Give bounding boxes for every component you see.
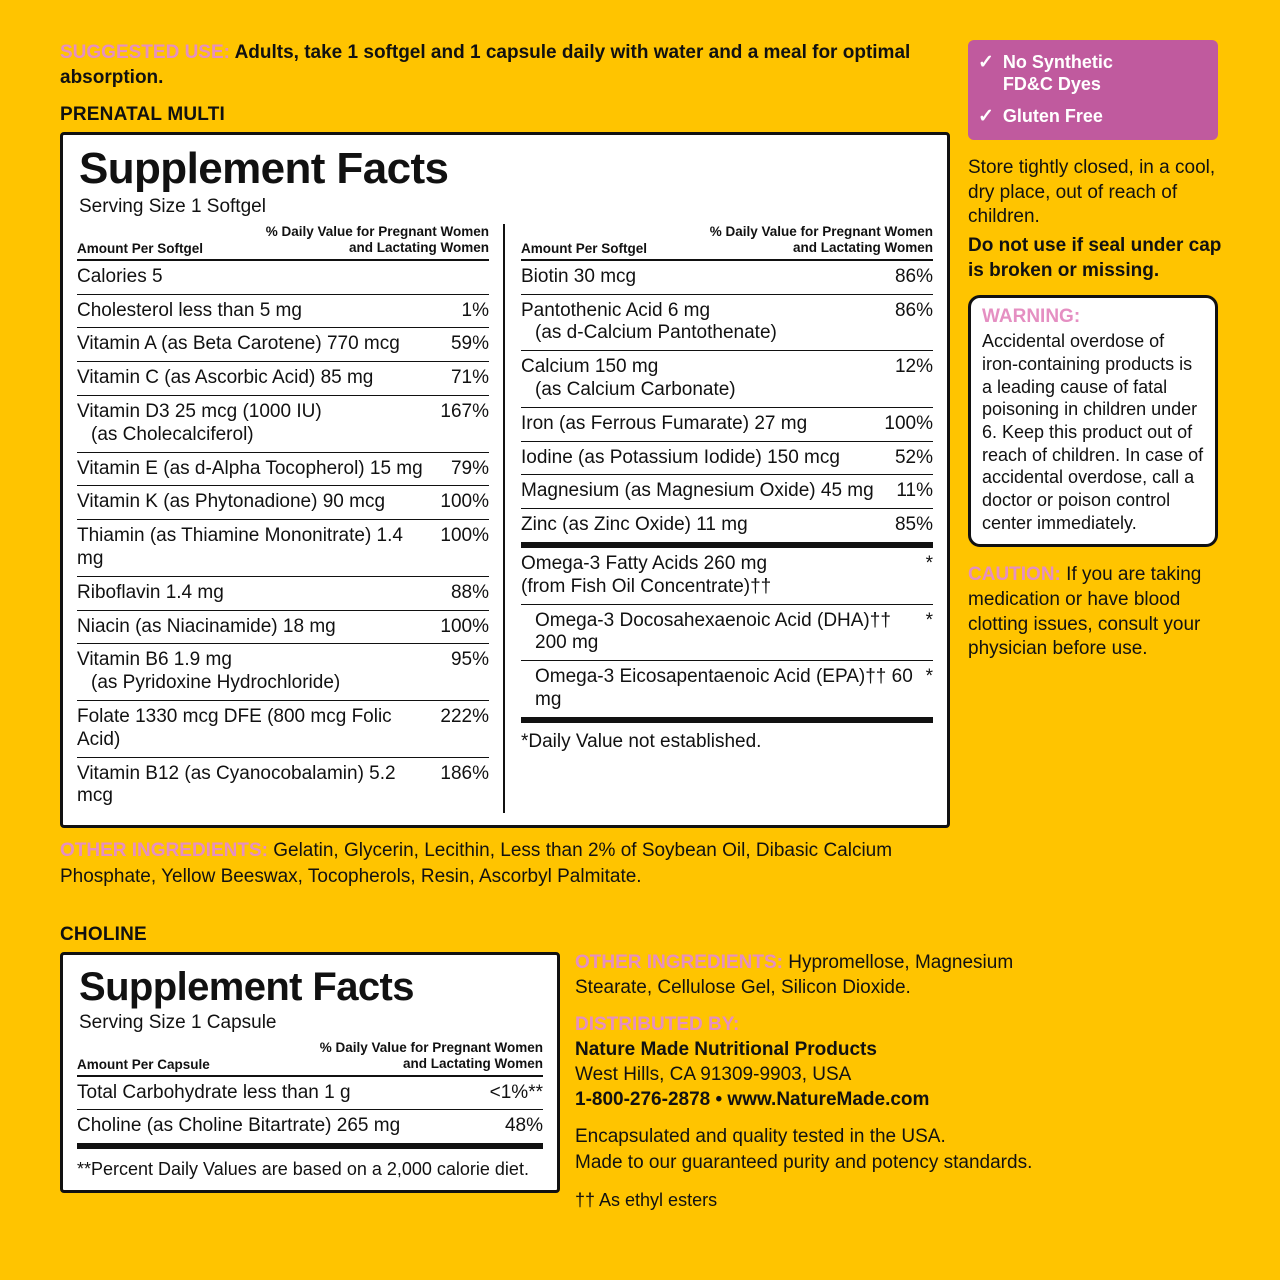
prenatal-facts-title: Supplement Facts xyxy=(79,144,449,194)
table-row xyxy=(521,442,933,476)
nutrient-dv: * xyxy=(925,609,933,631)
daily-value-header xyxy=(266,224,489,256)
nutrient-name: Iodine (as Potassium Iodide) 150 mcg xyxy=(521,446,840,468)
prenatal-section-label: PRENATAL MULTI xyxy=(60,104,225,126)
storage-text: Store tightly closed, in a cool, dry place, out of reach of children. xyxy=(968,156,1216,228)
nutrient-dv: 167% xyxy=(440,401,489,423)
nutrient-dv: 71% xyxy=(450,367,489,389)
nutrient-subname: (as Cholecalciferol) xyxy=(91,423,254,445)
nutrient-name: Cholesterol less than 5 mg xyxy=(77,299,302,321)
claims-badge-panel xyxy=(968,40,1218,140)
nutrient-dv: 1% xyxy=(461,299,489,321)
nutrient-name: Vitamin B6 1.9 mg xyxy=(77,649,232,671)
nutrient-name: Total Carbohydrate less than 1 g xyxy=(77,1081,351,1103)
daily-value-header xyxy=(320,1040,543,1072)
choline-section-label: CHOLINE xyxy=(60,924,147,945)
table-row xyxy=(77,295,489,329)
nutrient-dv: 86% xyxy=(894,265,933,287)
nutrient-dv: 48% xyxy=(504,1115,543,1137)
nutrient-dv: 100% xyxy=(884,412,933,434)
distributed-by-label: DISTRIBUTED BY: xyxy=(575,1014,740,1036)
nutrient-dv: 100% xyxy=(440,525,489,547)
company-contact[interactable]: 1-800-276-2878 • www.NatureMade.com xyxy=(575,1089,930,1111)
choline-footnote: **Percent Daily Values are based on a 2,000 calorie diet. xyxy=(77,1159,529,1180)
check-icon: ✓ xyxy=(978,52,994,73)
badge-no-synthetic-dyes xyxy=(978,52,1206,96)
dv-header-line1: % Daily Value for Pregnant Women xyxy=(319,1039,543,1055)
badge-line1: Gluten Free xyxy=(1002,105,1103,126)
nutrient-dv: * xyxy=(925,666,933,688)
warning-label: WARNING: xyxy=(982,306,1081,328)
nutrient-subname: (as d-Calcium Pantothenate) xyxy=(535,322,777,344)
nutrient-name: Vitamin B12 (as Cyanocobalamin) 5.2 mcg xyxy=(77,762,396,807)
nutrient-name: Thiamin (as Thiamine Mononitrate) 1.4 mg xyxy=(77,525,403,570)
table-row xyxy=(77,453,489,487)
table-row xyxy=(77,644,489,701)
nutrient-name: Vitamin A (as Beta Carotene) 770 mcg xyxy=(77,333,400,355)
nutrient-name: Magnesium (as Magnesium Oxide) 45 mg xyxy=(521,480,874,502)
table-row xyxy=(521,509,933,548)
nutrient-dv: 186% xyxy=(440,762,489,784)
nutrient-name: Omega-3 Fatty Acids 260 mg xyxy=(521,553,768,575)
nutrient-dv: 12% xyxy=(894,356,933,378)
prenatal-right-header xyxy=(521,224,933,261)
nutrient-dv: 11% xyxy=(896,480,933,502)
suggested-use-text: Adults, take 1 softgel and 1 capsule daily with water and a meal for optimal absorption. xyxy=(60,42,911,89)
dv-header-line1: % Daily Value for Pregnant Women xyxy=(709,224,933,240)
suggested-use xyxy=(60,40,950,90)
caution-label: CAUTION: xyxy=(968,564,1061,586)
nutrient-dv: 79% xyxy=(450,457,489,479)
nutrient-name: Vitamin E (as d-Alpha Tocopherol) 15 mg xyxy=(77,457,423,479)
table-row xyxy=(77,520,489,577)
daily-value-header xyxy=(710,224,933,256)
suggested-use-label: SUGGESTED USE: xyxy=(60,42,230,63)
table-row xyxy=(521,475,933,509)
warning-text: Accidental overdose of iron-containing products is a leading cause of fatal poisoning in children under 6. Keep this product out of reach of children. In case of accidental overdose, call a doctor or poison control center immediately. xyxy=(982,331,1204,533)
quality-line1: Encapsulated and quality tested in the USA. xyxy=(575,1126,946,1148)
dv-header-line2: and Lactating Women xyxy=(348,239,489,255)
table-row xyxy=(521,548,933,605)
prenatal-supplement-facts-panel xyxy=(60,132,950,828)
prenatal-serving-size: Serving Size 1 Softgel xyxy=(79,196,266,218)
table-row xyxy=(77,701,489,758)
nutrient-name: Calories 5 xyxy=(77,265,163,287)
nutrient-name: Vitamin C (as Ascorbic Acid) 85 mg xyxy=(77,367,374,389)
table-row xyxy=(521,605,933,662)
nutrient-dv: * xyxy=(925,553,933,575)
nutrient-name: Biotin 30 mcg xyxy=(521,265,637,287)
badge-line2: FD&C Dyes xyxy=(1002,73,1101,94)
ethyl-esters-note: †† As ethyl esters xyxy=(575,1189,718,1210)
nutrient-name: Pantothenic Acid 6 mg xyxy=(521,299,711,321)
table-row xyxy=(77,328,489,362)
amount-per-serving-header: Amount Per Capsule xyxy=(77,1056,210,1072)
nutrient-dv: 100% xyxy=(440,491,489,513)
table-row xyxy=(521,351,933,408)
prenatal-columns xyxy=(77,224,933,813)
table-row xyxy=(77,611,489,645)
company-address: West Hills, CA 91309-9903, USA xyxy=(575,1064,852,1086)
warning-box xyxy=(968,295,1218,547)
nutrient-dv: 59% xyxy=(450,333,489,355)
company-name: Nature Made Nutritional Products xyxy=(575,1039,877,1061)
dv-header-line2: and Lactating Women xyxy=(792,239,933,255)
nutrient-name: Riboflavin 1.4 mg xyxy=(77,581,224,603)
table-row xyxy=(521,408,933,442)
choline-other-ingredients xyxy=(575,950,1095,1000)
distributor-block xyxy=(575,1012,1095,1112)
choline-serving-size: Serving Size 1 Capsule xyxy=(79,1011,277,1033)
left-column xyxy=(60,40,950,890)
nutrient-name: Omega-3 Docosahexaenoic Acid (DHA)†† 200 mg xyxy=(535,609,891,654)
table-row xyxy=(77,758,489,814)
nutrient-name: Niacin (as Niacinamide) 18 mg xyxy=(77,615,336,637)
badge-line1: No Synthetic xyxy=(1002,52,1113,72)
storage-bold-text: Do not use if seal under cap is broken or missing. xyxy=(968,234,1222,281)
prenatal-footnote: *Daily Value not established. xyxy=(521,730,762,752)
choline-facts-title: Supplement Facts xyxy=(79,965,414,1009)
amount-per-serving-header: Amount Per Softgel xyxy=(521,240,648,256)
nutrient-name: Iron (as Ferrous Fumarate) 27 mg xyxy=(521,412,808,434)
right-column xyxy=(968,40,1228,662)
table-row xyxy=(521,661,933,723)
choline-section xyxy=(60,920,560,1193)
other-ingredients-multi xyxy=(60,838,950,889)
table-row xyxy=(77,396,489,453)
nutrient-dv: 88% xyxy=(450,581,489,603)
nutrient-dv: 86% xyxy=(894,299,933,321)
nutrient-dv: 100% xyxy=(440,615,489,637)
table-row xyxy=(77,261,489,295)
other-ingredients-label: OTHER INGREDIENTS: xyxy=(575,952,783,973)
table-row xyxy=(77,1110,543,1149)
nutrient-dv: 85% xyxy=(894,514,933,536)
badge-gluten-free xyxy=(978,106,1206,128)
choline-supplement-facts-panel xyxy=(60,952,560,1193)
table-row xyxy=(521,295,933,352)
storage-instructions xyxy=(968,156,1228,283)
prenatal-left-header xyxy=(77,224,489,261)
prenatal-right-column xyxy=(503,224,933,813)
other-ingredients-label: OTHER INGREDIENTS: xyxy=(60,840,268,862)
caution-text: If you are taking medication or have blood clotting issues, consult your physician before use. xyxy=(968,564,1202,660)
nutrient-dv: 52% xyxy=(894,446,933,468)
quality-line2: Made to our guaranteed purity and potency standards. xyxy=(575,1151,1033,1173)
table-row xyxy=(77,362,489,396)
table-row xyxy=(77,577,489,611)
nutrient-name: Zinc (as Zinc Oxide) 11 mg xyxy=(521,514,748,536)
bottom-info xyxy=(575,950,1095,1212)
prenatal-left-column xyxy=(77,224,503,813)
table-row xyxy=(521,261,933,295)
nutrient-name: Choline (as Choline Bitartrate) 265 mg xyxy=(77,1115,401,1137)
nutrient-name: Folate 1330 mcg DFE (800 mcg Folic Acid) xyxy=(77,706,392,750)
dv-header-line1: % Daily Value for Pregnant Women xyxy=(265,224,489,240)
table-row xyxy=(77,1077,543,1111)
nutrient-dv: 222% xyxy=(440,706,489,728)
nutrient-subname: (as Calcium Carbonate) xyxy=(535,379,736,401)
quality-statement xyxy=(575,1124,1095,1174)
nutrient-name: Omega-3 Eicosapentaenoic Acid (EPA)†† 60 mg xyxy=(535,666,913,711)
check-icon: ✓ xyxy=(978,105,994,127)
nutrient-subname: (from Fish Oil Concentrate)†† xyxy=(521,575,772,597)
nutrient-dv: <1%** xyxy=(489,1081,543,1103)
dv-header-line2: and Lactating Women xyxy=(402,1055,543,1071)
table-row xyxy=(77,486,489,520)
nutrient-subname: (as Pyridoxine Hydrochloride) xyxy=(91,672,341,694)
nutrient-dv: 95% xyxy=(450,649,489,671)
other-ingredients-text: Gelatin, Glycerin, Lecithin, Less than 2% of Soybean Oil, Dibasic Calcium Phosphate, Yellow Beeswax, Tocopherols, Resin, Ascorbyl Palmitate. xyxy=(60,840,893,887)
amount-per-serving-header: Amount Per Softgel xyxy=(77,240,204,256)
nutrient-name: Vitamin K (as Phytonadione) 90 mcg xyxy=(77,491,386,513)
nutrient-name: Calcium 150 mg xyxy=(521,356,659,378)
choline-header xyxy=(77,1040,543,1077)
other-ingredients-text: Hypromellose, Magnesium Stearate, Cellulose Gel, Silicon Dioxide. xyxy=(575,952,1014,999)
caution-note xyxy=(968,563,1228,662)
nutrient-name: Vitamin D3 25 mcg (1000 IU) xyxy=(77,401,322,423)
